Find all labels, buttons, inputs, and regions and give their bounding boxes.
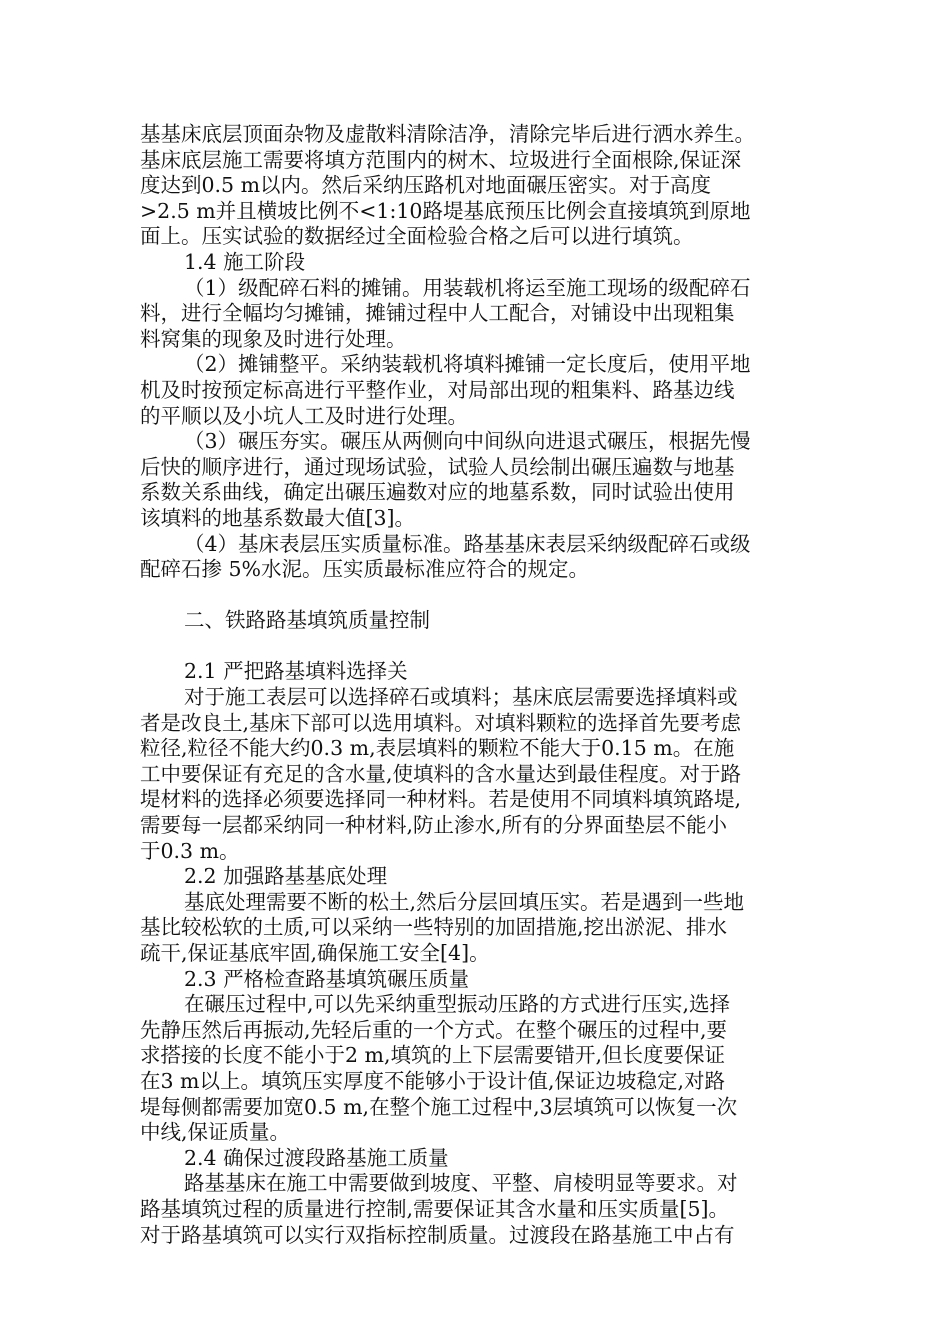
paragraph-line: 疏干,保证基底牢固,确保施工安全[4]。	[140, 941, 490, 965]
paragraph-line: 料窝集的现象及时进行处理。	[140, 326, 407, 351]
paragraph-line: （3）碾压夯实。碾压从两侧向中间纵向进退式碾压，根据先慢	[184, 429, 751, 454]
paragraph-line: 路基基床在施工中需要做到坡度、平整、肩棱明显等要求。对	[184, 1171, 738, 1196]
paragraph-line: 机及时按预定标高进行平整作业，对局部出现的粗集料、路基边线	[140, 377, 735, 402]
section-heading-1-4: 1.4 施工阶段	[184, 249, 306, 274]
paragraph-line: 配碎石掺 5%水泥。压实质最标准应符合的规定。	[140, 557, 590, 582]
section-heading-2-4: 2.4 确保过渡段路基施工质量	[184, 1145, 449, 1170]
paragraph-line: 粒径,粒径不能大约0.3 m,表层填料的颗粒不能大于0.15 m。在施	[140, 736, 735, 761]
paragraph-line: 堤每侧都需要加宽0.5 m,在整个施工过程中,3层填筑可以恢复一次	[140, 1094, 738, 1119]
paragraph-line: 度达到0.5 m以内。然后采纳压路机对地面碾压密实。对于高度	[140, 173, 712, 198]
paragraph-line: 的平顺以及小坑人工及时进行处理。	[140, 403, 468, 428]
paragraph-line: （4）基床表层压实质量标准。路基基床表层采纳级配碎石或级	[184, 531, 751, 556]
paragraph-line: 在3 m以上。填筑压实厚度不能够小于设计值,保证边坡稳定,对路	[140, 1068, 726, 1093]
paragraph-line: 先静压然后再振动,先轻后重的一个方式。在整个碾压的过程中,要	[140, 1017, 728, 1042]
paragraph-line: 求搭接的长度不能小于2 m,填筑的上下层需要错开,但长度要保证	[140, 1043, 726, 1068]
paragraph-line: 需要每一层都采纳同一种材料,防止渗水,所有的分界面垫层不能小	[140, 813, 728, 838]
paragraph-line: 基基床底层顶面杂物及虚散料清除洁净，清除完毕后进行洒水养生。	[140, 122, 755, 146]
paragraph-line: 工中要保证有充足的含水量,使填料的含水量达到最佳程度。对于路	[140, 761, 742, 786]
paragraph-line: 系数关系曲线，确定出碾压遍数对应的地墓系数，同时试验出使用	[140, 480, 735, 505]
paragraph-line: 料，进行全幅均匀摊铺，摊铺过程中人工配合，对铺设中出现粗集	[140, 301, 735, 326]
paragraph-line: 于0.3 m。	[140, 838, 240, 863]
paragraph-line: 基比较松软的土质,可以采纳一些特别的加固措施,挖出淤泥、排水	[140, 915, 728, 940]
paragraph-line: 堤材料的选择必须要选择同一种材料。若是使用不同填料填筑路堤,	[140, 787, 742, 812]
section-heading-2-2: 2.2 加强路基基底处理	[184, 864, 388, 889]
spacer	[140, 583, 812, 609]
paragraph-line: （1）级配碎石料的摊铺。用装载机将运至施工现场的级配碎石	[184, 275, 751, 300]
paragraph-line: >2.5 m并且横坡比例不<1:10路堤基底预压比例会直接填筑到原地	[140, 198, 751, 223]
paragraph-line: 对于路基填筑可以实行双指标控制质量。过渡段在路基施工中占有	[140, 1222, 735, 1247]
paragraph-line: （2）摊铺整平。采纳装载机将填料摊铺一定长度后，使用平地	[184, 352, 751, 377]
paragraph-line: 对于施工表层可以选择碎石或填料；基床底层需要选择填料或	[184, 685, 738, 710]
paragraph-line: 面上。压实试验的数据经过全面检验合格之后可以进行填筑。	[140, 224, 694, 249]
paragraph-line: 基底处理需要不断的松土,然后分层回填压实。若是遇到一些地	[184, 889, 745, 914]
spacer	[140, 634, 812, 660]
chapter-heading-2: 二、铁路路基填筑质量控制	[184, 608, 430, 633]
section-heading-2-3: 2.3 严格检查路基填筑碾压质量	[184, 966, 470, 991]
paragraph-line: 在碾压过程中,可以先采纳重型振动压路的方式进行压实,选择	[184, 992, 731, 1017]
paragraph-line: 后快的顺序进行，通过现场试验，试验人员绘制出碾压遍数与地基	[140, 454, 735, 479]
paragraph-line: 基床底层施工需要将填方范围内的树木、垃圾进行全面根除,保证深	[140, 147, 742, 172]
section-heading-2-1: 2.1 严把路基填料选择关	[184, 659, 408, 684]
document-body	[140, 122, 812, 1248]
paragraph-line: 路基填筑过程的质量进行控制,需要保证其含水量和压实质量[5]。	[140, 1196, 730, 1221]
paragraph-line: 中线,保证质量。	[140, 1120, 291, 1145]
paragraph-line: 该填料的地基系数最大值[3]。	[140, 505, 416, 530]
paragraph-line: 者是改良土,基床下部可以选用填料。对填料颗粒的选择首先要考虑	[140, 710, 742, 735]
